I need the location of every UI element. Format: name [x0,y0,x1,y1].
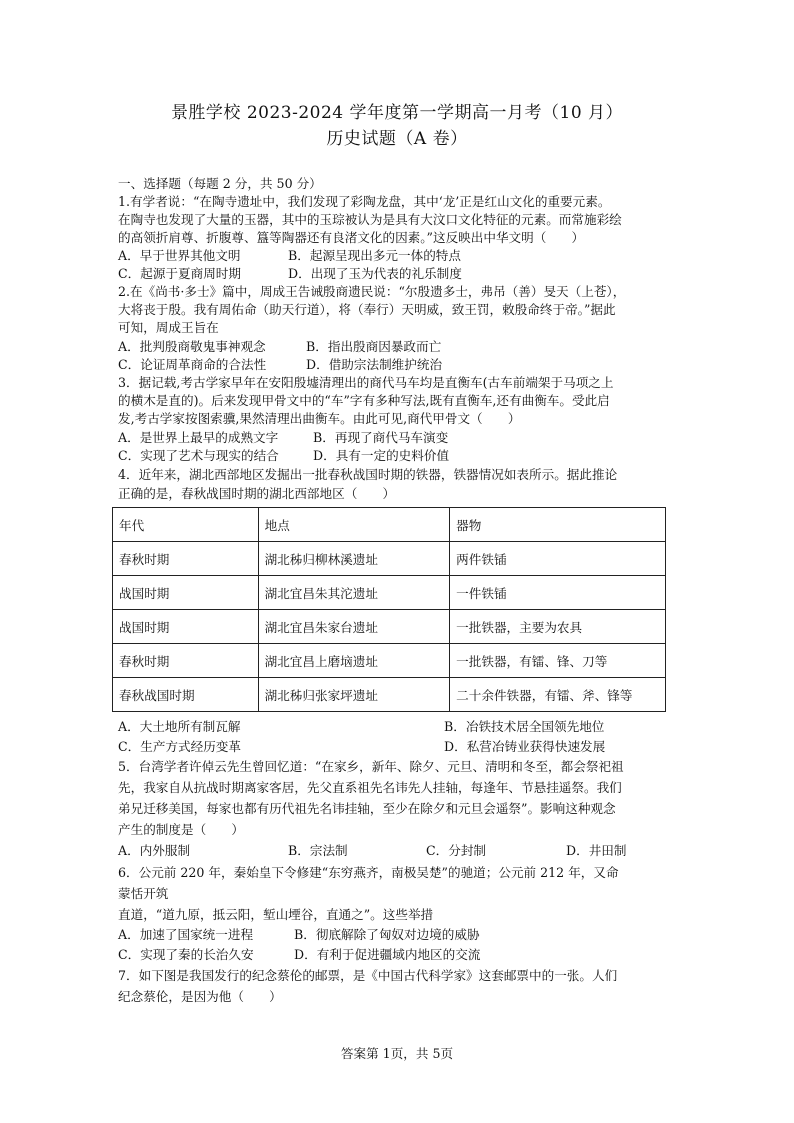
table-row [113,644,666,678]
q1-line-2: 在陶寺也发现了大量的玉器，其中的玉琮被认为是具有大汶口文化特征的元素。而常施彩绘 [118,212,622,227]
q3-line-2: 的横木是直的)。后来发现甲骨文中的“车”字有多种写法,既有直衡车,还有曲衡车。受此启 [118,393,610,408]
q1-option-c[interactable]: C．起源于夏商周时期 [118,266,241,281]
q6-option-d[interactable]: D．有利于促进疆域内地区的交流 [294,947,481,962]
q6-option-b[interactable]: B．彻底解除了匈奴对边境的威胁 [294,927,480,942]
q5-option-b[interactable]: B．宗法制 [288,843,348,858]
q3-line-1: 3．据记载,考古学家早年在安阳殷墟清理出的商代马车均是直衡车(古车前端架于马项之上 [118,375,614,390]
q1-option-a[interactable]: A．早于世界其他文明 [118,248,241,263]
exam-title: 景胜学校 2023-2024 学年度第一学期高一月考（10 月） [170,103,624,123]
q1-option-b[interactable]: B．起源呈现出多元一体的特点 [288,248,461,263]
table-row [113,610,666,644]
q4-line-1: 4．近年来，湖北西部地区发掘出一批春秋战国时期的铁器，铁器情况如表所示。据此推论 [118,467,618,482]
q7-line-1: 7．如下图是我国发行的纪念蔡伦的邮票，是《中国古代科学家》这套邮票中的一张。人们 [118,968,618,983]
table-cell: 湖北宜昌上磨垴遗址 [258,644,450,678]
table-cell: 一批铁器，主要为农具 [450,610,666,644]
table-header-cell: 地点 [258,508,450,542]
q2-option-c[interactable]: C．论证周革商命的合法性 [118,357,267,372]
table-cell: 战国时期 [113,610,259,644]
table-cell: 湖北秭归柳林溪遗址 [258,542,450,576]
table-row [113,542,666,576]
page-footer: 答案第 1页，共 5页 [340,1046,454,1061]
table-cell: 一件铁锸 [450,576,666,610]
table-cell: 湖北宜昌朱其沱遗址 [258,576,450,610]
q5-line-4: 产生的制度是（ ） [118,822,244,837]
q3-option-d[interactable]: D．具有一定的史料价值 [313,448,450,463]
table-header-cell: 年代 [113,508,259,542]
q4-line-2: 正确的是，春秋战国时期的湖北西部地区（ ） [118,486,396,501]
table-cell: 一批铁器，有镭、锋、刀等 [450,644,666,678]
q4-option-d[interactable]: D．私营冶铸业获得快速发展 [444,739,606,754]
q6-line-1: 6．公元前 220 年，秦始皇下令修建“东穷燕齐，南极吴楚”的驰道；公元前 212 年，又命 [118,865,619,880]
table-header-cell: 器物 [450,508,666,542]
exam-subtitle: 历史试题（A 卷） [326,129,468,149]
table-cell: 战国时期 [113,576,259,610]
table-cell: 湖北宜昌朱家台遗址 [258,610,450,644]
q3-option-c[interactable]: C．实现了艺术与现实的结合 [118,448,279,463]
q4-option-c[interactable]: C．生产方式经历变革 [118,739,241,754]
table-row [113,678,666,712]
q6-line-3: 直道，“道九原，抵云阳，堑山堙谷，直通之”。这些举措 [118,907,434,922]
table-cell: 两件铁锸 [450,542,666,576]
q5-option-a[interactable]: A．内外服制 [118,843,191,858]
table-cell: 二十余件铁器，有镭、斧、锋等 [450,678,666,712]
q3-line-3: 发,考古学家按图索骥,果然清理出曲衡车。由此可见,商代甲骨文（ ） [118,411,521,426]
table-row [113,576,666,610]
q1-line-1: 1.有学者说：“在陶寺遗址中，我们发现了彩陶龙盘，其中‘龙’正是红山文化的重要元素。 [118,194,611,209]
q2-line-1: 2.在《尚书·多士》篇中，周成王告诫殷商遗民说：“尔殷遗多士，弗吊（善）旻天（上苍）， [118,284,626,299]
q1-option-d[interactable]: D．出现了玉为代表的礼乐制度 [288,266,462,281]
q2-line-3: 可知，周成王旨在 [118,320,219,335]
q6-line-2: 蒙恬开筑 [118,886,169,901]
q3-option-a[interactable]: A．是世界上最早的成熟文字 [118,430,279,445]
q3-option-b[interactable]: B．再现了商代马车演变 [313,430,449,445]
q1-line-3: 的高领折肩尊、折腹尊、簋等陶器还有良渚文化的因素。”这反映出中华文明（ ） [118,230,585,245]
table-cell: 湖北秭归张家坪遗址 [258,678,450,712]
q5-option-c[interactable]: C．分封制 [426,843,487,858]
q5-line-3: 弟兄迁移美国，每家也都有历代祖先名讳挂轴，至少在除夕和元旦会遥祭”。影响这种观念 [118,801,616,816]
table-cell: 春秋时期 [113,644,259,678]
q5-line-1: 5．台湾学者许倬云先生曾回忆道：“在家乡，新年、除夕、元旦、清明和冬至，都会祭祀祖 [118,759,624,774]
q2-line-2: 大将丧于殷。我有周佑命（助天行道），将（奉行）天明威，致王罚，敕殷命终于帝。”据此 [118,302,616,317]
iron-artifacts-table [112,507,666,712]
table-cell: 春秋战国时期 [113,678,259,712]
q2-option-a[interactable]: A．批判殷商敬鬼事神观念 [118,339,266,354]
q6-option-c[interactable]: C．实现了秦的长治久安 [118,947,254,962]
table-cell: 春秋时期 [113,542,259,576]
q2-option-d[interactable]: D．借助宗法制维护统治 [306,357,443,372]
q4-option-b[interactable]: B．冶铁技术居全国领先地位 [444,719,605,734]
q4-option-a[interactable]: A．大土地所有制瓦解 [118,719,241,734]
section-heading: 一、选择题（每题 2 分，共 50 分） [118,176,322,191]
q6-option-a[interactable]: A．加速了国家统一进程 [118,927,254,942]
table-header-row [113,508,666,542]
q7-line-2: 纪念蔡伦，是因为他（ ） [118,989,282,1004]
q2-option-b[interactable]: B．指出殷商因暴政而亡 [306,339,442,354]
q5-option-d[interactable]: D．井田制 [566,843,627,858]
q5-line-2: 先，我家自从抗战时期离家客居，先父直系祖先名讳先人挂轴，每逢年、节悬挂遥祭。我们 [118,780,622,795]
